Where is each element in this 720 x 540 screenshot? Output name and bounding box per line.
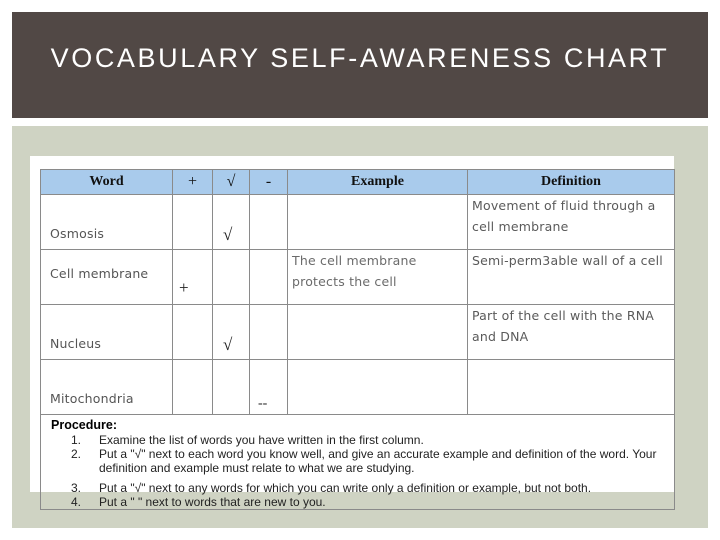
step-text: Examine the list of words you have written in the first column. <box>99 433 424 447</box>
word-cell: Osmosis <box>41 195 173 250</box>
procedure-step <box>51 481 674 495</box>
minus-cell <box>250 305 288 360</box>
procedure-step <box>51 495 674 509</box>
example-cell <box>288 360 468 415</box>
definition-cell: Part of the cell with the RNA and DNA <box>468 305 675 360</box>
vocabulary-table <box>40 169 675 510</box>
plus-cell <box>173 360 213 415</box>
step-number: 3. <box>71 481 82 495</box>
step-number: 1. <box>71 433 82 447</box>
example-cell <box>288 305 468 360</box>
minus-cell <box>250 250 288 305</box>
header-check: √ <box>213 170 250 195</box>
step-text: Put a "√" next to each word you know well, and give an accurate example and definition of the word. Your definition and example must relate to what we are studying. <box>99 447 657 475</box>
step-text: Put a " " next to words that are new to you. <box>99 495 326 509</box>
word-cell: Nucleus <box>41 305 173 360</box>
header-minus: - <box>250 170 288 195</box>
word-cell: Cell membrane <box>41 250 173 305</box>
definition-cell: Semi-perm3able wall of a cell <box>468 250 675 305</box>
header-example: Example <box>288 170 468 195</box>
header-plus: + <box>173 170 213 195</box>
table-row <box>41 195 675 250</box>
definition-cell <box>468 360 675 415</box>
word-cell: Mitochondria <box>41 360 173 415</box>
step-text: Put a "√" next to any words for which you can write only a definition or example, but not both. <box>99 481 592 495</box>
table-row <box>41 305 675 360</box>
slide-title: VOCABULARY SELF-AWARENESS CHART <box>50 43 670 73</box>
table-row <box>41 250 675 305</box>
table-header-row <box>41 170 675 195</box>
title-bar <box>12 12 708 118</box>
plus-cell: + <box>173 250 213 305</box>
step-number: 4. <box>71 495 82 509</box>
procedure-row <box>41 415 675 510</box>
procedure-step <box>51 433 674 447</box>
definition-cell: Movement of fluid through a cell membrane <box>468 195 675 250</box>
plus-cell <box>173 195 213 250</box>
procedure-section <box>41 415 675 510</box>
step-number: 2. <box>71 447 82 461</box>
header-word: Word <box>41 170 173 195</box>
check-cell: √ <box>213 195 250 250</box>
check-cell: √ <box>213 305 250 360</box>
check-cell <box>213 250 250 305</box>
example-cell: The cell membrane protects the cell <box>288 250 468 305</box>
example-cell <box>288 195 468 250</box>
header-definition: Definition <box>468 170 675 195</box>
procedure-step <box>51 447 674 475</box>
procedure-heading: Procedure: <box>51 418 117 432</box>
check-cell <box>213 360 250 415</box>
minus-cell <box>250 195 288 250</box>
table-row <box>41 360 675 415</box>
plus-cell <box>173 305 213 360</box>
minus-cell: -- <box>250 360 288 415</box>
